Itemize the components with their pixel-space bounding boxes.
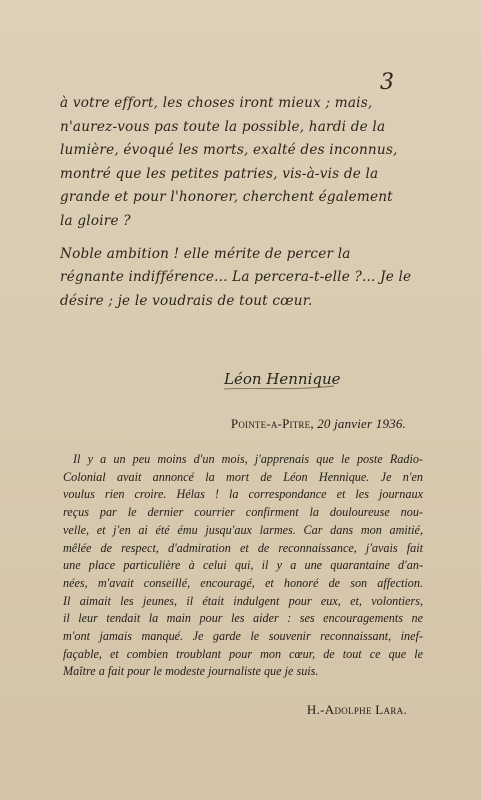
paragraph-line: nées, m'avait conseillé, encouragé, et honoré de son affection. [63, 575, 423, 590]
signature-graphic [222, 365, 342, 393]
handwritten-line: n'aurez-vous pas toute la possible, hardi de la [60, 118, 386, 135]
handwritten-line: montré que les petites patries, vis-à-vis de la [60, 165, 379, 182]
printed-paragraph [63, 451, 423, 681]
handwritten-line: désire ; je le voudrais de tout cœur. [60, 292, 313, 309]
paragraph-line: Il y a un peu moins d'un mois, j'apprenais que le poste Radio- [73, 452, 423, 466]
paragraph-line: Il aimait les jeunes, il était indulgent pour eux, et, volontiers, [63, 593, 423, 608]
paragraph-line: voulus rien croire. Hélas ! la correspondance et les journaux [63, 487, 423, 502]
paragraph-line: reçus par le dernier courrier confirment la douloureuse nou- [63, 505, 423, 520]
handwritten-line: la gloire ? [60, 212, 131, 229]
paragraph-line: une place particulière à celui qui, il y a une quarantaine d'an- [63, 558, 423, 573]
date: 20 janvier 1936. [317, 416, 406, 431]
paragraph-line: m'ont jamais manqué. Je garde le souvenir reconnaissant, inef- [63, 629, 423, 644]
paragraph-line: façable, et combien troublant pour mon cœur, de tout ce que le [63, 646, 423, 661]
paragraph-line: il leur tendait la main pour les aider : ses encouragements ne [63, 611, 423, 626]
handwritten-line: lumière, évoqué les morts, exalté des inconnus, [60, 142, 398, 159]
paragraph-line: Colonial avait annoncé la mort de Léon Hennique. Je n'en [63, 469, 423, 484]
paragraph-line: velle, et j'en ai été ému jusqu'aux larmes. Car dans mon amitié, [63, 522, 423, 537]
place-date-line: Pointe-a-Pitre, 20 janvier 1936. [230, 416, 406, 431]
page-number: 3 [380, 70, 394, 95]
paragraph-line: Maître a fait pour le modeste journaliste que je suis. [63, 664, 319, 679]
author-name: H.-Adolphe Lara. [306, 702, 407, 717]
handwritten-letter [60, 92, 432, 313]
signature [222, 365, 342, 393]
handwritten-line: à votre effort, les choses iront mieux ; mais, [60, 95, 373, 111]
place: Pointe-a-Pitre [230, 416, 311, 431]
handwritten-line: grande et pour l'honorer, cherchent également [60, 189, 393, 206]
handwritten-line: régnante indifférence... La percera-t-elle ?... Je le [60, 269, 412, 286]
paragraph-line: mêlée de respect, d'admiration et de reconnaissance, j'avais fait [63, 540, 423, 555]
handwritten-line: Noble ambition ! elle mérite de percer la [60, 245, 351, 262]
signature-text: Léon Hennique [224, 370, 341, 388]
